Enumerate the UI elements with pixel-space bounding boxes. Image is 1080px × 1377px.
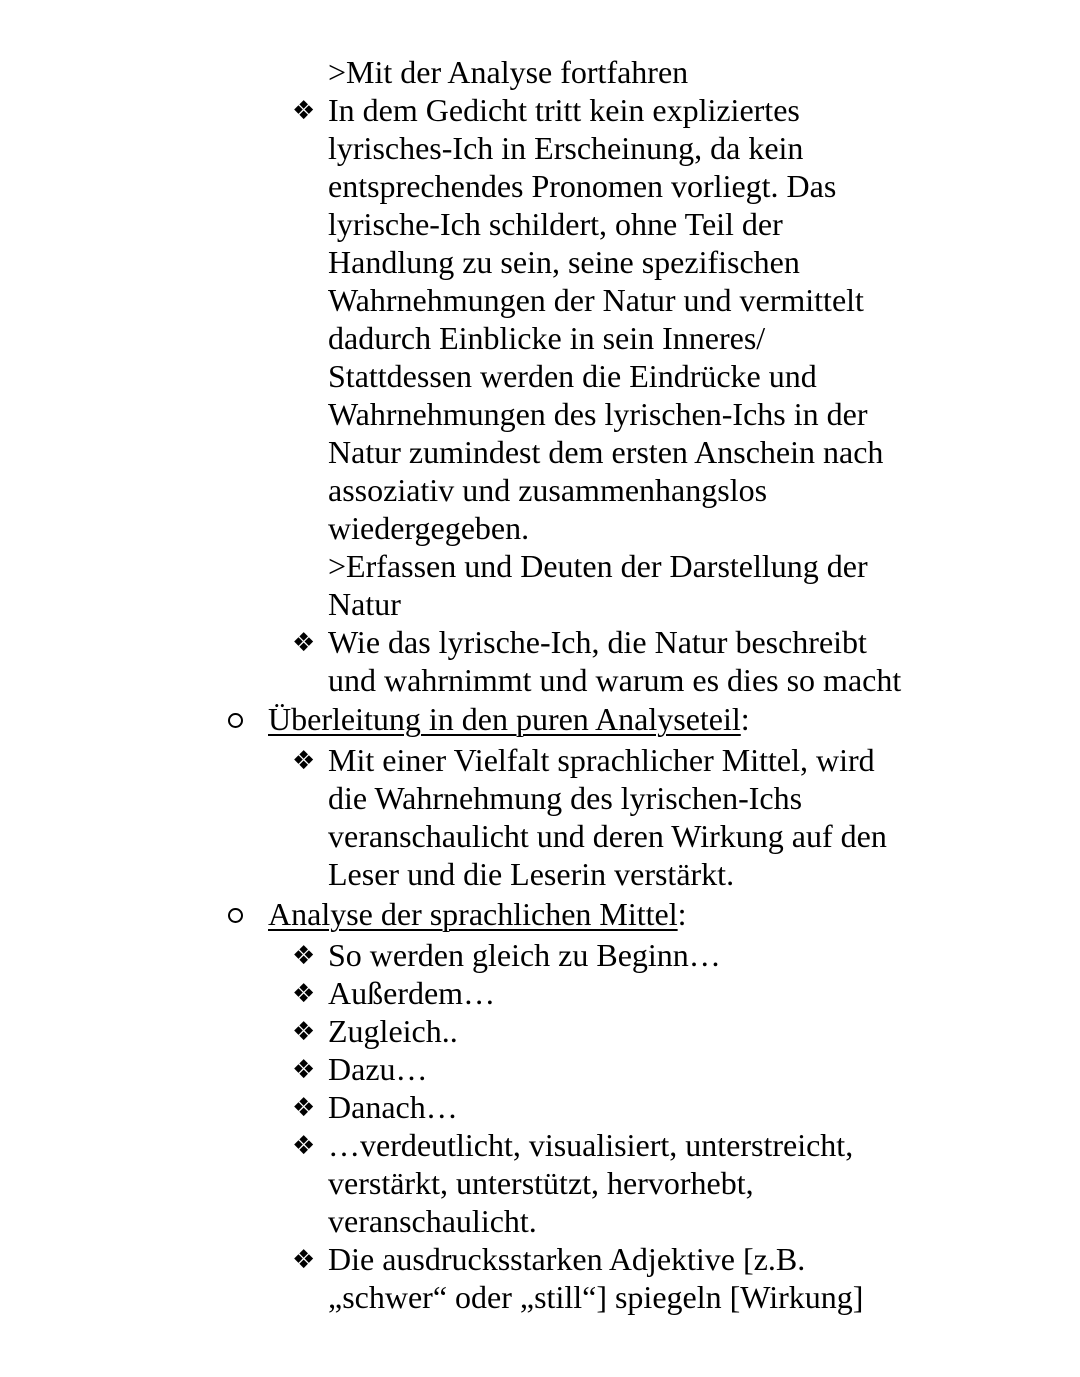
list-item: Dazu… [328,1051,428,1087]
text-line: dadurch Einblicke in sein Inneres/ [328,320,766,356]
text-line: Mit einer Vielfalt sprachlicher Mittel, wird [328,742,875,778]
text-line: die Wahrnehmung des lyrischen-Ichs [328,780,803,816]
diamond-bullet-icon: ❖ [292,1017,316,1047]
heading-colon: : [677,896,687,932]
list-item: Danach… [328,1089,458,1125]
text-line: Stattdessen werden die Eindrücke und [328,358,817,394]
diamond-bullet-icon: ❖ [292,941,316,971]
text-line: lyrische-Ich schildert, ohne Teil der [328,206,783,242]
diamond-bullet-icon: ❖ [292,1055,316,1085]
diamond-bullet-icon: ❖ [292,979,316,1009]
diamond-bullet-icon: ❖ [292,1245,316,1275]
text-line: In dem Gedicht tritt kein expliziertes [328,92,800,128]
text-line: lyrisches-Ich in Erscheinung, da kein [328,130,804,166]
heading-text: Überleitung in den puren Analyseteil [268,701,741,737]
text-line: veranschaulicht. [328,1203,537,1239]
text-line: verstärkt, unterstützt, hervorhebt, [328,1165,754,1201]
intro-line: >Mit der Analyse fortfahren [328,54,689,90]
text-line: „schwer“ oder „still“] spiegeln [Wirkung] [328,1279,864,1315]
circle-bullet-icon [228,713,243,728]
list-item: Zugleich.. [328,1013,458,1049]
diamond-bullet-icon: ❖ [292,746,316,776]
heading-colon: : [740,701,750,737]
text-line: Wahrnehmungen des lyrischen-Ichs in der [328,396,868,432]
section-heading-transition [268,700,750,738]
heading-text: Analyse der sprachlichen Mittel [268,896,678,932]
diamond-bullet-icon: ❖ [292,96,316,126]
text-line: …verdeutlicht, visualisiert, unterstreicht, [328,1127,854,1163]
text-line: entsprechendes Pronomen vorliegt. Das [328,168,837,204]
circle-bullet-icon [228,908,243,923]
text-line: und wahrnimmt und warum es dies so macht [328,662,902,698]
text-line: Leser und die Leserin verstärkt. [328,856,735,892]
section-heading-analysis [268,895,687,933]
diamond-bullet-icon: ❖ [292,1131,316,1161]
list-item: So werden gleich zu Beginn… [328,937,721,973]
diamond-bullet-icon: ❖ [292,628,316,658]
text-line: Natur [328,586,401,622]
text-line: wiedergegeben. [328,510,530,546]
text-line: Wahrnehmungen der Natur und vermittelt [328,282,864,318]
text-line: Die ausdrucksstarken Adjektive [z.B. [328,1241,806,1277]
text-line: assoziativ und zusammenhangslos [328,472,768,508]
text-line: >Erfassen und Deuten der Darstellung der [328,548,868,584]
text-line: Handlung zu sein, seine spezifischen [328,244,800,280]
text-line: Natur zumindest dem ersten Anschein nach [328,434,884,470]
text-line: veranschaulicht und deren Wirkung auf den [328,818,887,854]
diamond-bullet-icon: ❖ [292,1093,316,1123]
text-line: Wie das lyrische-Ich, die Natur beschreibt [328,624,867,660]
list-item: Außerdem… [328,975,496,1011]
